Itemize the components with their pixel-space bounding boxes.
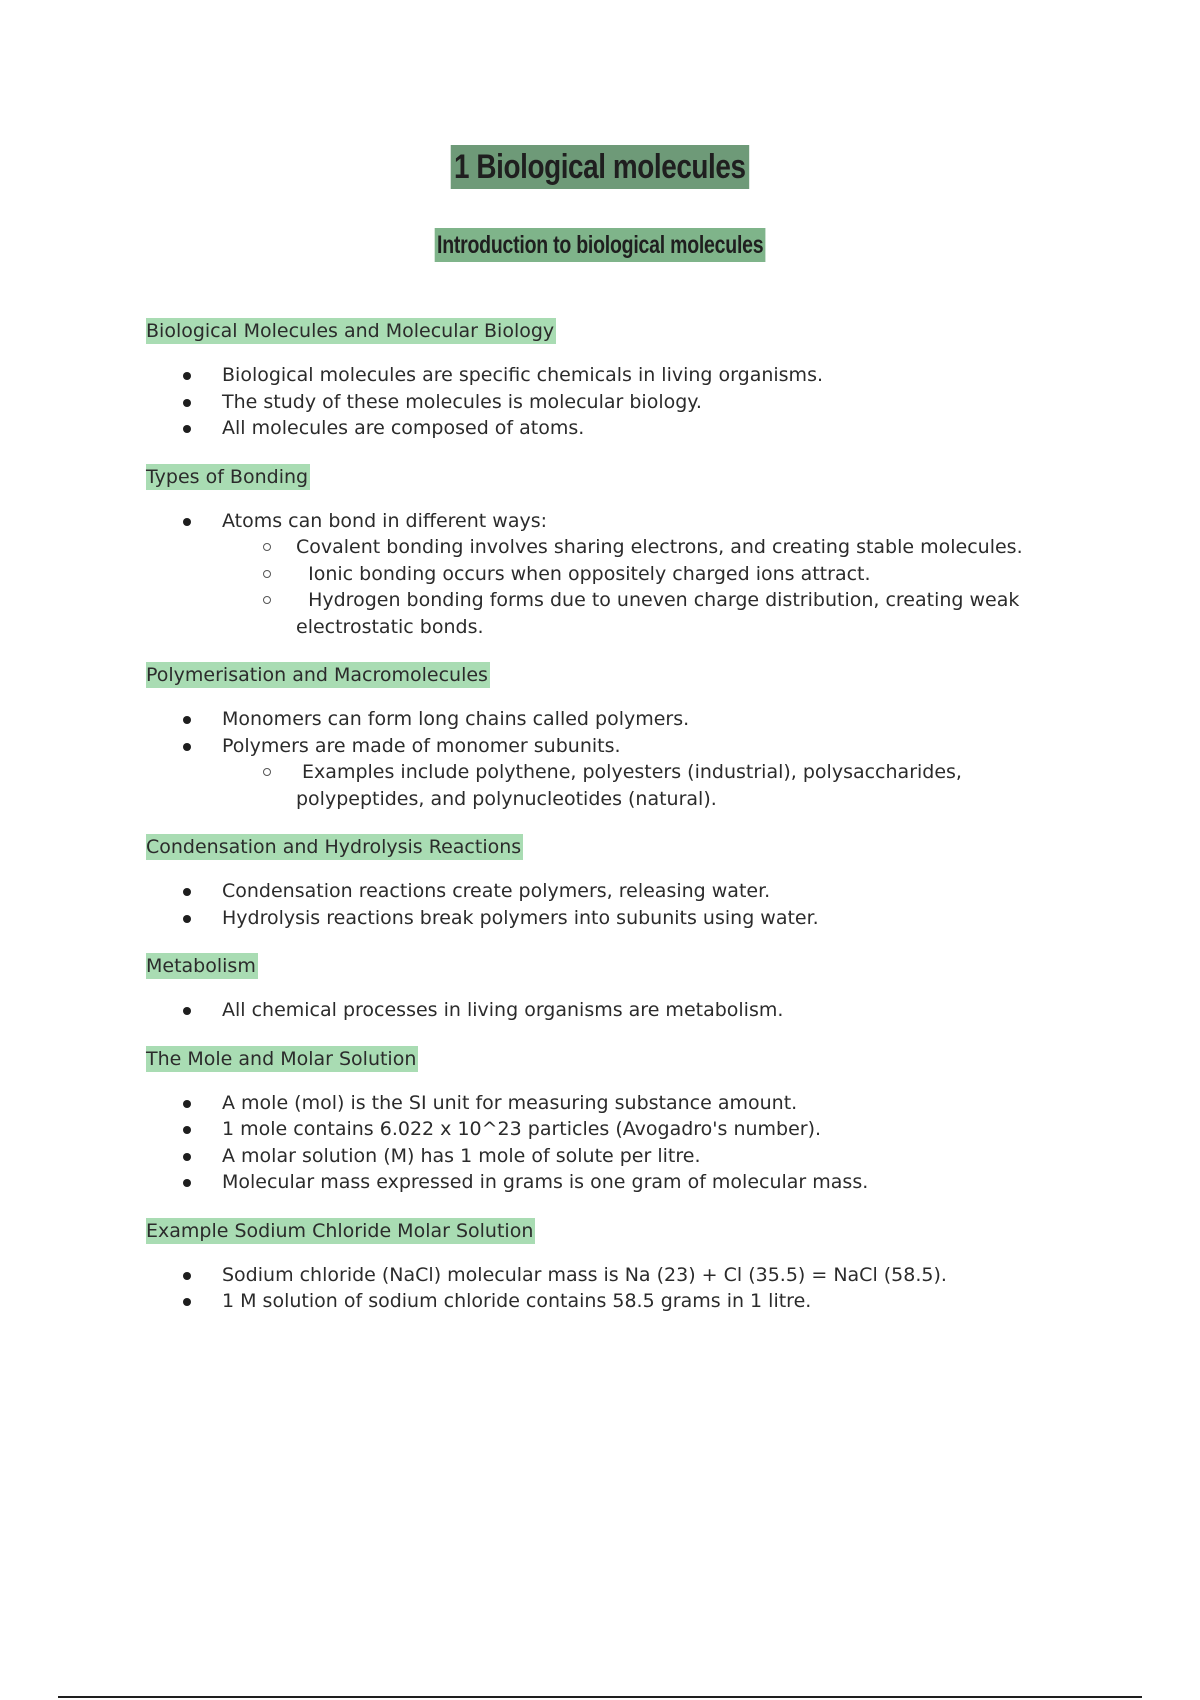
section-heading: Example Sodium Chloride Molar Solution xyxy=(146,1219,534,1242)
sub-bullet-list xyxy=(222,759,1046,812)
bullet-text: Hydrolysis reactions break polymers into subunits using water. xyxy=(222,906,819,929)
bullet-item xyxy=(146,997,1046,1024)
bullet-item xyxy=(146,1288,1046,1315)
section xyxy=(146,1046,1046,1196)
section xyxy=(146,318,1046,442)
bullet-item xyxy=(146,1116,1046,1143)
bullet-list xyxy=(146,997,1046,1024)
bullet-text: 1 mole contains 6.022 x 10^23 particles (Avogadro's number). xyxy=(222,1118,822,1140)
bullet-item xyxy=(146,1169,1046,1196)
sub-bullet-item xyxy=(214,587,1046,640)
bullet-text: Sodium chloride (NaCl) molecular mass is Na (23) + Cl (35.5) = NaCl (58.5). xyxy=(222,1263,947,1286)
bullet-text: Monomers can form long chains called polymers. xyxy=(222,708,690,730)
bullet-text: All chemical processes in living organisms are metabolism. xyxy=(222,999,784,1021)
bullet-item xyxy=(146,878,1046,905)
bullet-item xyxy=(146,706,1046,733)
bullet-list xyxy=(146,1090,1046,1196)
bullet-list xyxy=(146,878,1046,931)
sub-bullet-text: Hydrogen bonding forms due to uneven charge distribution, creating weak electrostatic bonds. xyxy=(296,589,1026,638)
bullet-text: The study of these molecules is molecular biology. xyxy=(222,390,702,413)
section-heading: Condensation and Hydrolysis Reactions xyxy=(146,836,522,858)
section xyxy=(146,1218,1046,1315)
section-heading: Polymerisation and Macromolecules xyxy=(146,664,488,686)
bullet-text: A molar solution (M) has 1 mole of solute per litre. xyxy=(222,1144,701,1167)
sub-bullet-text: Covalent bonding involves sharing electrons, and creating stable molecules. xyxy=(296,536,1023,558)
section-heading: The Mole and Molar Solution xyxy=(146,1047,417,1070)
bullet-text: Atoms can bond in different ways: xyxy=(222,509,548,532)
bullet-item xyxy=(146,905,1046,932)
section-heading: Types of Bonding xyxy=(146,465,309,488)
notes-content xyxy=(146,318,1046,1337)
section-heading: Biological Molecules and Molecular Biology xyxy=(146,320,555,342)
bullet-list xyxy=(146,508,1046,641)
bullet-text: All molecules are composed of atoms. xyxy=(222,417,585,439)
sub-bullet-item xyxy=(214,759,1046,812)
bullet-text: Polymers are made of monomer subunits. xyxy=(222,734,621,757)
subtitle-wrapper xyxy=(0,228,1200,262)
bullet-item xyxy=(146,362,1046,389)
section xyxy=(146,953,1046,1024)
bullet-item xyxy=(146,508,1046,641)
sub-bullet-item xyxy=(214,534,1046,561)
title-wrapper xyxy=(0,145,1200,189)
section xyxy=(146,662,1046,812)
bullet-text: Condensation reactions create polymers, releasing water. xyxy=(222,880,771,902)
bullet-item xyxy=(146,1090,1046,1117)
sub-bullet-text: Examples include polythene, polyesters (industrial), polysaccharides, polypeptides, and polynucleotides (natural). xyxy=(296,761,969,810)
bullet-item xyxy=(146,733,1046,813)
bullet-text: A mole (mol) is the SI unit for measuring substance amount. xyxy=(222,1091,798,1114)
bullet-item xyxy=(146,389,1046,416)
page-subtitle: Introduction to biological molecules xyxy=(434,228,765,262)
bullet-list xyxy=(146,706,1046,812)
page-title: 1 Biological molecules xyxy=(451,145,749,189)
sub-bullet-item xyxy=(214,561,1046,588)
bullet-item xyxy=(146,1143,1046,1170)
section-heading: Metabolism xyxy=(146,955,256,977)
bullet-item xyxy=(146,1262,1046,1289)
sub-bullet-text: Ionic bonding occurs when oppositely charged ions attract. xyxy=(296,562,871,585)
bullet-list xyxy=(146,1262,1046,1315)
bullet-item xyxy=(146,415,1046,442)
bullet-text: Molecular mass expressed in grams is one gram of molecular mass. xyxy=(222,1171,869,1193)
bullet-list xyxy=(146,362,1046,442)
bullet-text: Biological molecules are specific chemicals in living organisms. xyxy=(222,364,824,386)
section xyxy=(146,834,1046,931)
footer-divider xyxy=(58,1696,1142,1698)
section xyxy=(146,464,1046,641)
sub-bullet-list xyxy=(222,534,1046,640)
bullet-text: 1 M solution of sodium chloride contains 58.5 grams in 1 litre. xyxy=(222,1290,812,1312)
